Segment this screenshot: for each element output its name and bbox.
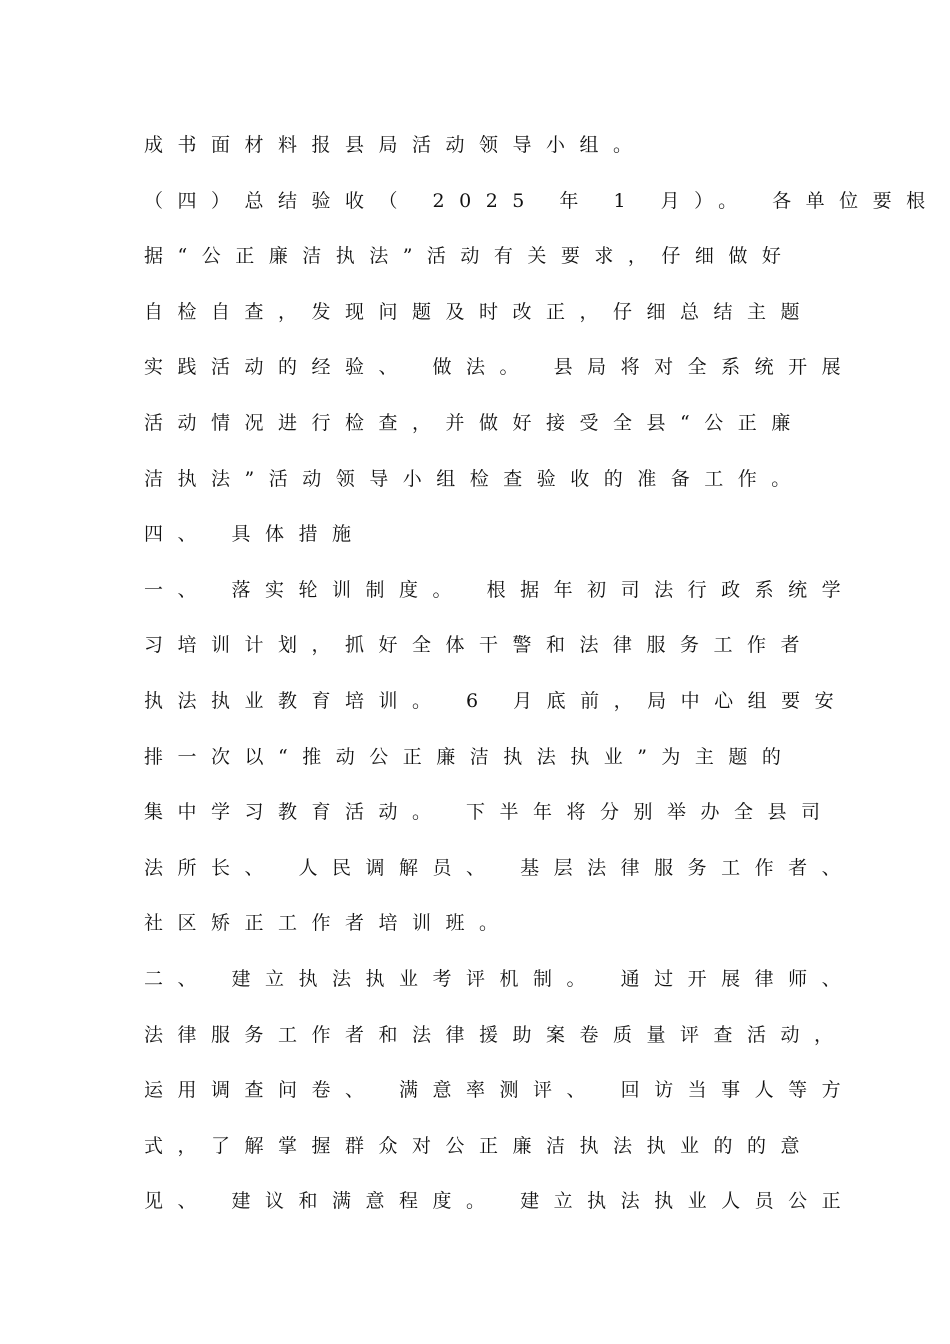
text-line: 自检自查，发现问题及时改正，仔细总结主题: [144, 301, 815, 323]
text-line: 执法执业教育培训。 6 月底前，局中心组要安: [144, 690, 849, 712]
text-line: 运用调查问卷、 满意率测评、 回访当事人等方: [144, 1079, 856, 1101]
text-line: 排一次以“推动公正廉洁执法执业”为主题的: [144, 746, 796, 768]
text-line: 据“公正廉洁执法”活动有关要求，仔细做好: [144, 245, 796, 267]
text-line: 集中学习教育活动。 下半年将分别举办全县司: [144, 801, 835, 823]
text-line: 实践活动的经验、 做法。 县局将对全系统开展: [144, 356, 856, 378]
text-line: 洁执法”活动领导小组检查验收的准备工作。: [144, 468, 805, 490]
text-line: 习培训计划，抓好全体干警和法律服务工作者: [144, 634, 815, 656]
text-line: 二、 建立执法执业考评机制。 通过开展律师、: [144, 968, 856, 990]
text-line: 一、 落实轮训制度。 根据年初司法行政系统学: [144, 579, 856, 601]
text-line: （四）总结验收（ 2025 年 1 月）。 各单位要根: [144, 190, 940, 212]
text-line: 法律服务工作者和法律援助案卷质量评查活动，: [144, 1024, 848, 1046]
section-heading: 四、 具体措施: [144, 523, 366, 545]
text-line: 活动情况进行检查，并做好接受全县“公正廉: [144, 412, 805, 434]
text-line: 社区矫正工作者培训班。: [144, 912, 513, 934]
text-line: 见、 建议和满意程度。 建立执法执业人员公正: [144, 1190, 856, 1212]
text-line: 法所长、 人民调解员、 基层法律服务工作者、: [144, 857, 856, 879]
text-line: 成书面材料报县局活动领导小组。: [144, 134, 647, 156]
text-line: 式，了解掌握群众对公正廉洁执法执业的的意: [144, 1135, 815, 1157]
